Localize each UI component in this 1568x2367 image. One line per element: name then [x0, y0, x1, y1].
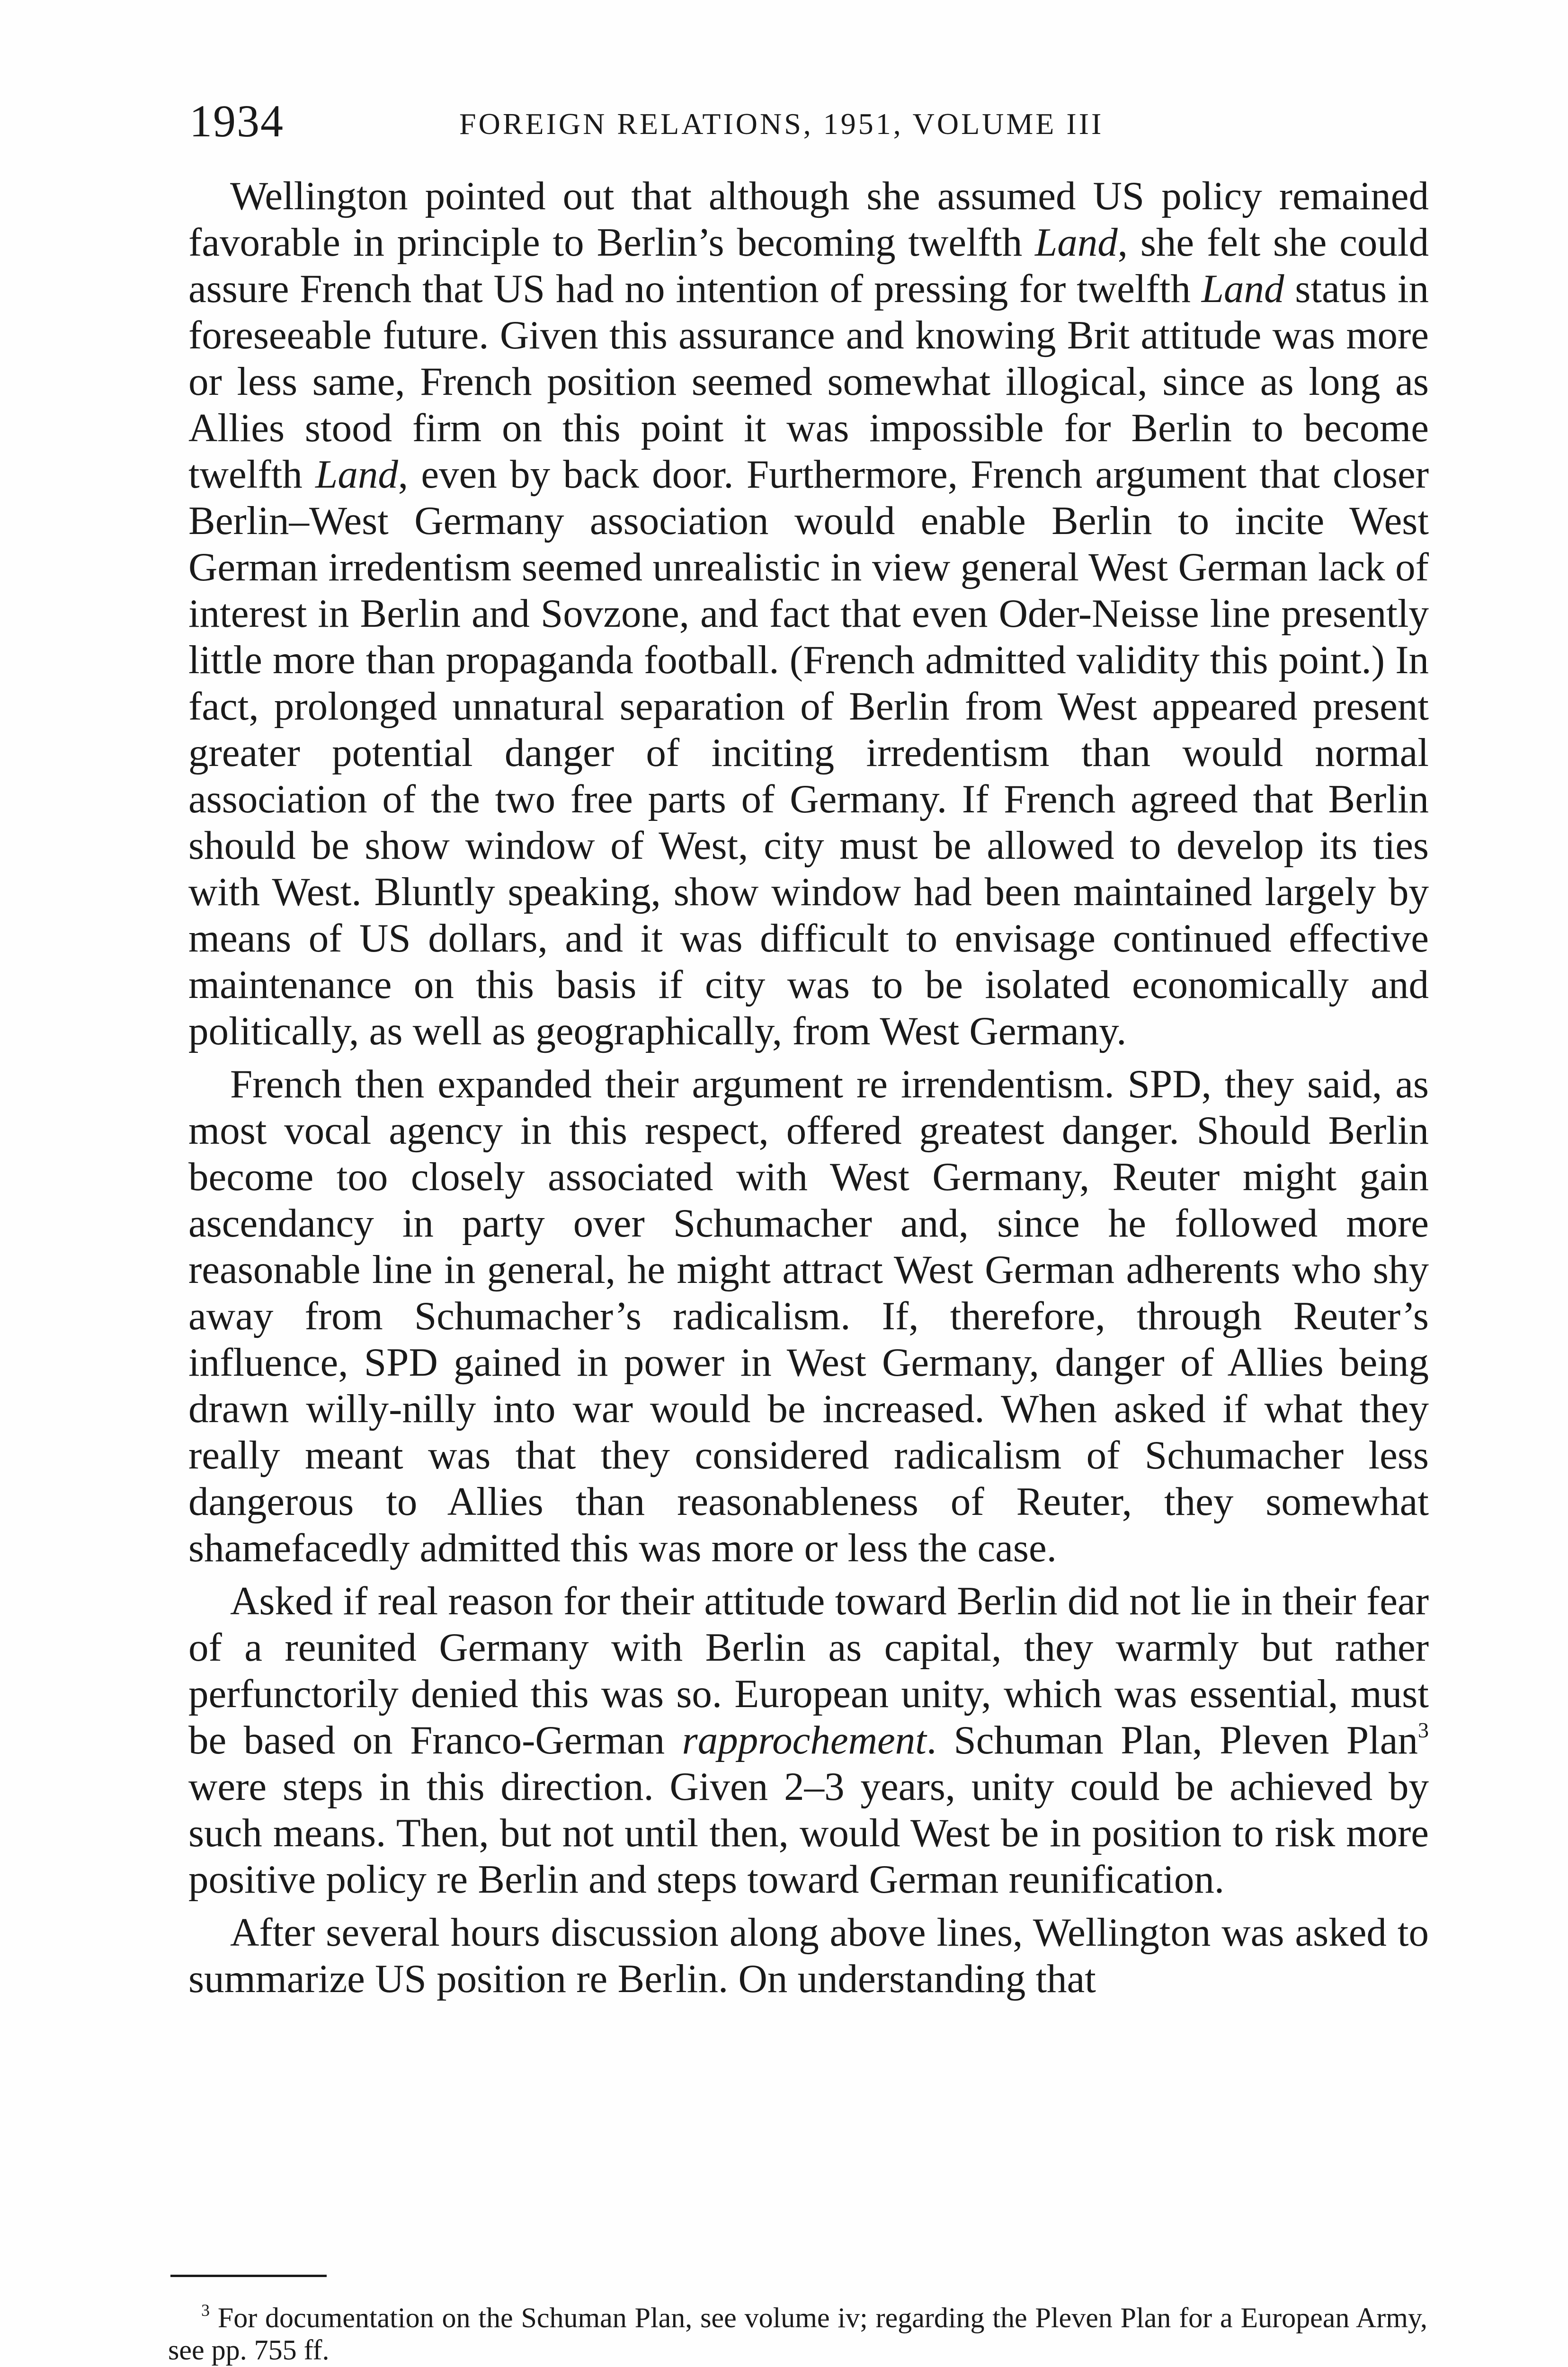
footnote	[168, 2302, 1427, 2366]
footnote-mark: 3	[201, 2301, 210, 2320]
text-run: French then expanded their argument re irrendentism. SPD, they said, as most vocal agency in this respect, offered greatest danger. Should Berlin become too closely associated with West Germany, Reuter might gain ascendancy in party over Schumacher and, since he followed more reasonable line in general, he might attract West German adherents who shy away from Schumacher’s radicalism. If, therefore, through Reuter’s influence, SPD gained in power in West Germany, danger of Allies being drawn willy-nilly into war would be increased. When asked if what they really meant was that they considered radicalism of Schumacher less dangerous to Allies than reasonableness of Reuter, they somewhat shamefacedly admitted this was more or less the case.	[188, 1062, 1429, 1570]
footnote-divider	[170, 2275, 327, 2277]
paragraph	[188, 173, 1429, 1054]
italic-text: Land	[315, 452, 398, 497]
footnotes	[168, 2302, 1427, 2366]
text-run: were steps in this direction. Given 2–3 years, unity could be achieved by such means. Then, but not until then, would West be in position to risk more positive policy re Berlin and steps toward German reunification.	[188, 1764, 1429, 1902]
body-text	[188, 173, 1429, 2009]
italic-text: rapprochement	[682, 1718, 927, 1762]
page-header	[189, 90, 1439, 161]
running-title: FOREIGN RELATIONS, 1951, VOLUME III	[459, 107, 1104, 141]
footnote-text: For documentation on the Schuman Plan, see volume iv; regarding the Pleven Plan for a European Army, see pp. 755 ff.	[168, 2302, 1427, 2366]
footnote-reference: 3	[1418, 1718, 1429, 1742]
page-number: 1934	[189, 96, 284, 146]
text-run: . Schuman Plan, Pleven Plan	[926, 1718, 1418, 1762]
text-run: After several hours discussion along above lines, Wellington was asked to summarize US position re Berlin. On understanding that	[188, 1910, 1429, 2001]
text-run: , she felt she could assure French that US had no intention of pressing for twelfth	[188, 220, 1429, 311]
paragraph	[188, 1061, 1429, 1571]
text-run: status in foreseeable future. Given this assurance and knowing Brit attitude was more or less same, French position seemed somewhat illogical, since as long as Allies stood firm on this point it was impossible for Berlin to become twelfth	[188, 267, 1429, 497]
paragraph	[188, 1578, 1429, 1903]
text-run: Wellington pointed out that although she assumed US policy remained favorable in principle to Berlin’s becoming twelfth	[188, 174, 1429, 265]
italic-text: Land	[1201, 267, 1284, 311]
text-run: , even by back door. Furthermore, French argument that closer Berlin–West Germany association would enable Berlin to incite West German irredentism seemed unrealistic in view general West German lack of interest in Berlin and Sovzone, and fact that even Oder-Neisse line presently little more than propaganda football. (French admitted validity this point.) In fact, prolonged unnatural separation of Berlin from West appeared present greater potential danger of inciting irredentism than would normal association of the two free parts of Germany. If French agreed that Berlin should be show window of West, city must be allowed to develop its ties with West. Bluntly speaking, show window had been maintained largely by means of US dollars, and it was difficult to envisage continued effective maintenance on this basis if city was to be isolated economically and politically, as well as geographically, from West Germany.	[188, 452, 1429, 1053]
text-run: Asked if real reason for their attitude toward Berlin did not lie in their fear of a reunited Germany with Berlin as capital, they warmly but rather perfunctorily denied this was so. European unity, which was essential, must be based on Franco-German	[188, 1579, 1429, 1762]
italic-text: Land	[1035, 220, 1118, 265]
paragraph	[188, 1909, 1429, 2002]
